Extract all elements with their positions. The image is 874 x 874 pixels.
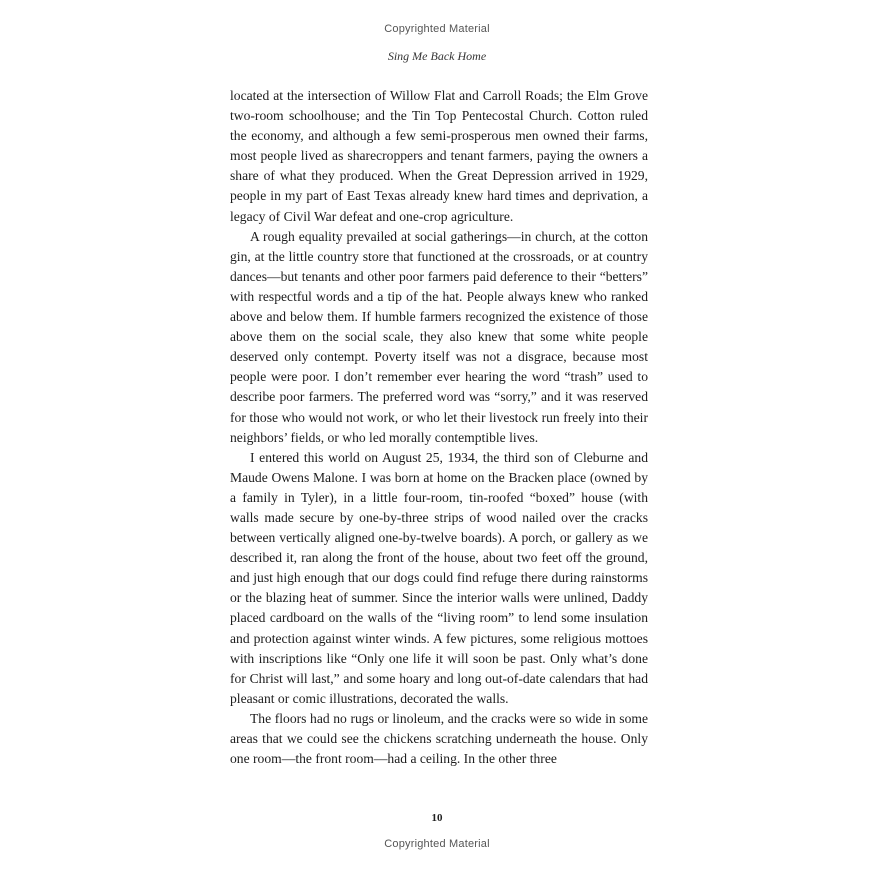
paragraph: I entered this world on August 25, 1934, the third son of Cleburne and Maude Owens Malone. I was born at home on the Bracken place (owned by a family in Tyler), in a little four-room, tin-roofed “boxed” house (with walls made secure by one-by-three strips of wood nailed over the cracks between vertically aligned one-by-twelve boards). A porch, or gallery as we described it, ran along the front of the house, about two feet off the ground, and just high enough that our dogs could find refuge there during rainstorms or the blazing heat of summer. Since the interior walls were unlined, Daddy placed cardboard on the walls of the “living room” to lend some insulation and protection against winter winds. A few pictures, some religious mottoes with inscriptions like “Only one life it will soon be past. Only what’s done for Christ will last,” and some hoary and long out-of-date calendars that had pleasant or comic illustrations, decorated the walls. [230, 449, 648, 706]
paragraph: A rough equality prevailed at social gatherings—in church, at the cotton gin, at the little country store that functioned at the crossroads, or at country dances—but tenants and other poor farmers paid deference to their “betters” with respectful words and a tip of the hat. People always knew who ranked above and below them. If humble farmers recognized the existence of those above them on the social scale, they also knew that some white people deserved only contempt. Poverty itself was not a disgrace, because most people were poor. I don’t remember ever hearing the word “trash” used to describe poor farmers. The preferred word was “sorry,” and it was reserved for those who would not work, or who let their livestock run freely into their neighbors’ fields, or who led morally contemptible lives. [230, 228, 648, 445]
copyright-notice-bottom: Copyrighted Material [384, 838, 490, 850]
paragraph: The floors had no rugs or linoleum, and the cracks were so wide in some areas that we could see the chickens scratching underneath the house. Only one room—the front room—had a ceiling. In the other three [230, 710, 648, 767]
copyright-notice-top: Copyrighted Material [384, 23, 490, 35]
body-text [230, 86, 648, 769]
page-number: 10 [431, 812, 443, 824]
paragraph: located at the intersection of Willow Flat and Carroll Roads; the Elm Grove two-room schoolhouse; and the Tin Top Pentecostal Church. Cotton ruled the economy, and although a few semi-prosperous men owned their farms, most people lived as sharecroppers and tenant farmers, paying the owners a share of what they produced. When the Great Depression arrived in 1929, people in my part of East Texas already knew hard times and deprivation, a legacy of Civil War defeat and one-crop agriculture. [230, 88, 648, 224]
running-head: Sing Me Back Home [387, 49, 487, 63]
